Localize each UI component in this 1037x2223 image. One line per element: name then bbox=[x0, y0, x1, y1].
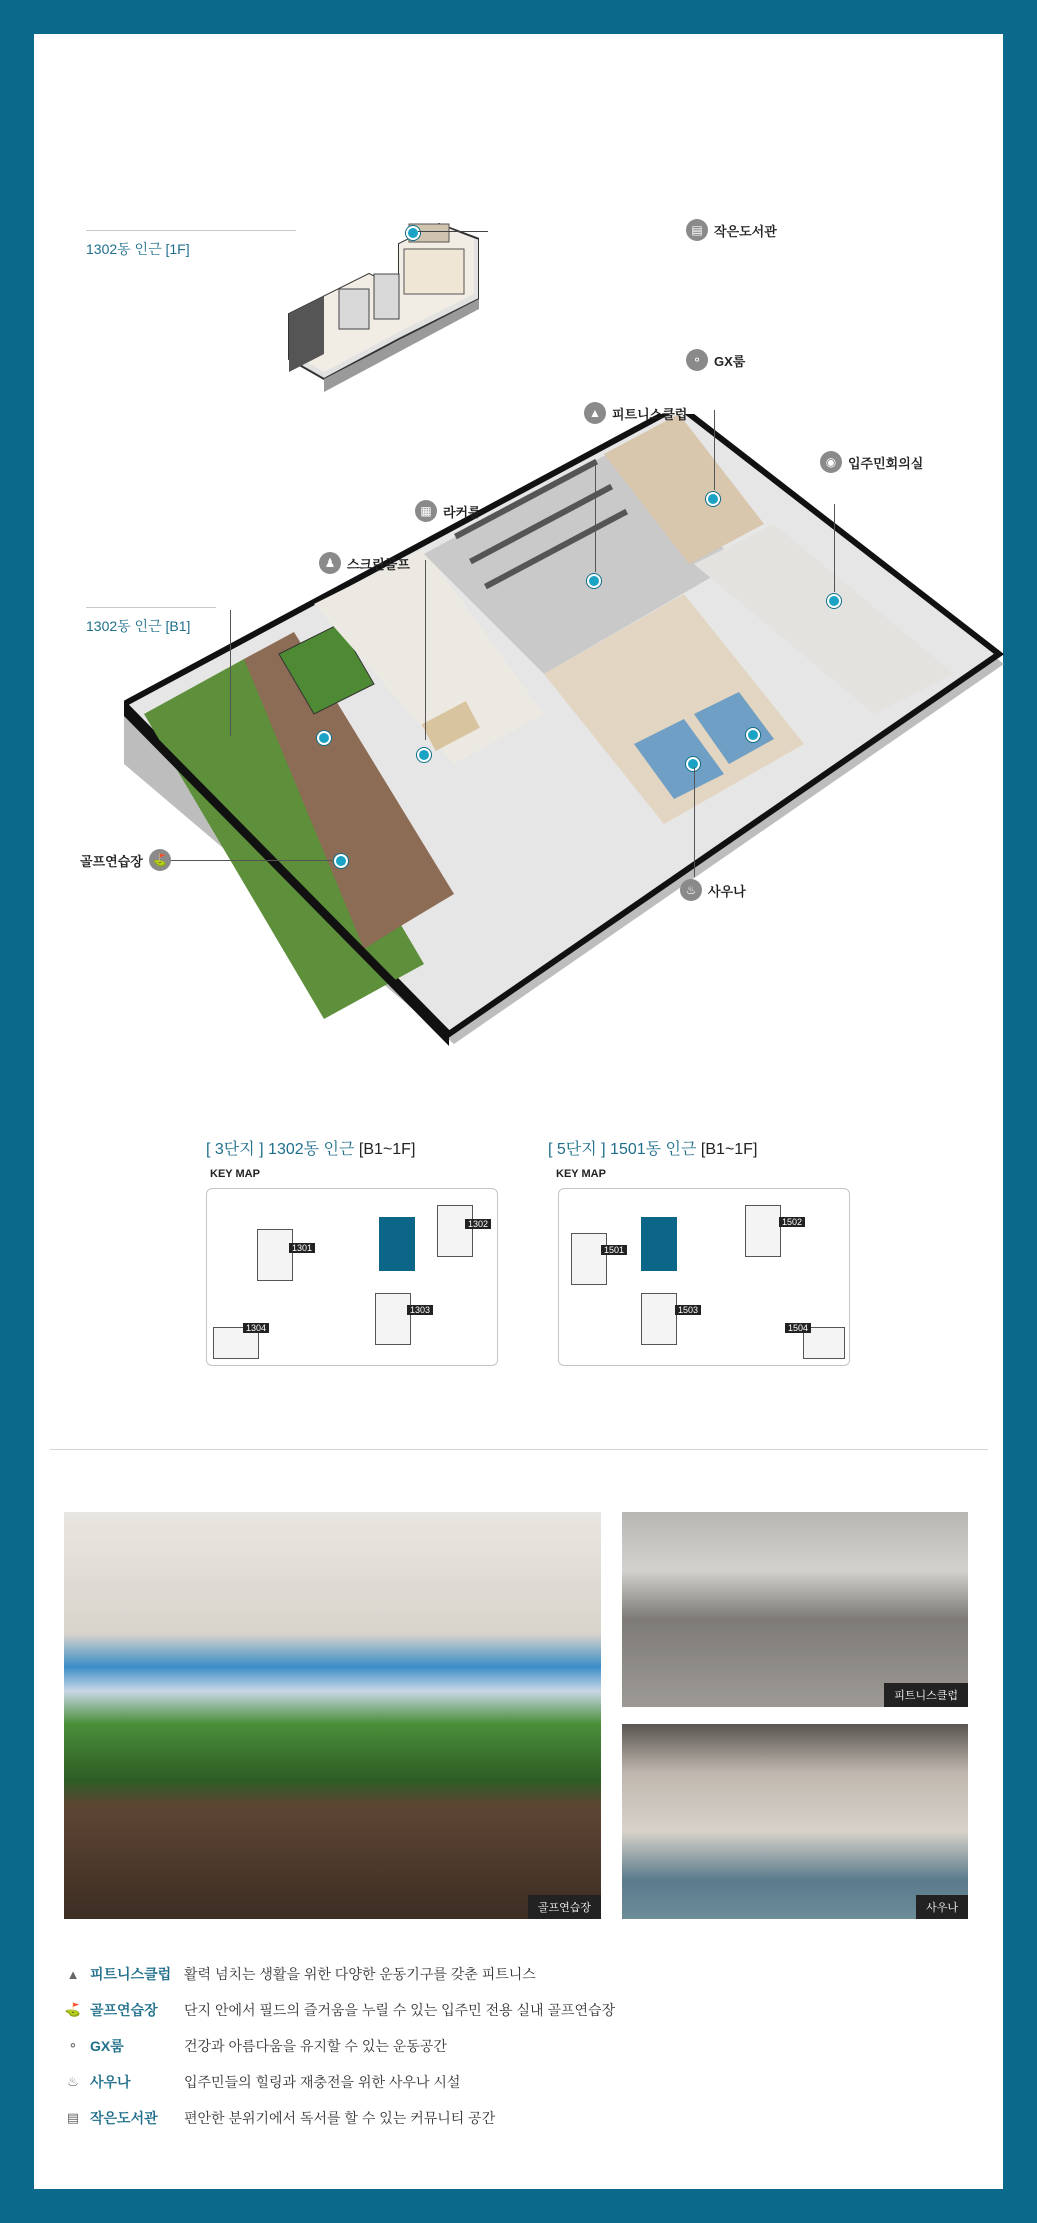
building-label: 1503 bbox=[675, 1305, 701, 1315]
fitness-photo bbox=[622, 1512, 968, 1707]
building-label: 1501 bbox=[601, 1245, 627, 1255]
legend-desc: 단지 안에서 필드의 즐거움을 누릴 수 있는 입주민 전용 실내 골프연습장 bbox=[184, 2002, 616, 2018]
screen-golf-icon: ♟ bbox=[319, 552, 341, 574]
keymap-title-1: [ 3단지 ] 1302동 인근 [B1~1F] bbox=[206, 1141, 416, 1158]
legend-row bbox=[64, 2036, 447, 2056]
building-shape bbox=[257, 1229, 293, 1281]
floor-label-1f-line bbox=[86, 230, 296, 231]
gx-leader bbox=[714, 410, 715, 490]
sauna-icon: ♨ bbox=[680, 879, 702, 901]
fitness-dot[interactable] bbox=[587, 574, 601, 588]
sauna-photo bbox=[622, 1724, 968, 1919]
sauna-photo-caption: 사우나 bbox=[916, 1895, 968, 1919]
legend-name: 골프연습장 bbox=[90, 2002, 158, 2018]
gx-icon: ⚬ bbox=[686, 349, 708, 371]
resident-dot[interactable] bbox=[827, 594, 841, 608]
legend-name: 작은도서관 bbox=[90, 2110, 158, 2126]
callout-gx[interactable]: ⚬ GX룸 bbox=[686, 349, 745, 371]
golf-icon: ⛳ bbox=[149, 849, 171, 871]
locker-dot[interactable] bbox=[417, 748, 431, 762]
legend-name: 피트니스클럽 bbox=[90, 1966, 172, 1982]
legend-desc: 입주민들의 힐링과 재충전을 위한 사우나 시설 bbox=[184, 2074, 461, 2090]
legend-row bbox=[64, 2072, 460, 2092]
building-label: 1302 bbox=[465, 1219, 491, 1229]
sauna-icon: ♨ bbox=[67, 2074, 79, 2089]
content-panel bbox=[34, 34, 1003, 2189]
gx-icon: ⚬ bbox=[67, 2038, 79, 2053]
floorplan-b1 bbox=[124, 414, 1004, 1074]
legend-desc: 편안한 분위기에서 독서를 할 수 있는 커뮤니티 공간 bbox=[184, 2110, 496, 2126]
fitness-icon: ▲ bbox=[584, 402, 606, 424]
legend-desc: 건강과 아름다움을 유지할 수 있는 운동공간 bbox=[184, 2038, 447, 2054]
library-icon: ▤ bbox=[686, 219, 708, 241]
library-leader-line bbox=[418, 231, 488, 232]
building-shape bbox=[745, 1205, 781, 1257]
building-label: 1304 bbox=[243, 1323, 269, 1333]
library-icon: ▤ bbox=[66, 2110, 80, 2125]
screen-golf-dot[interactable] bbox=[317, 731, 331, 745]
fitness-photo-caption: 피트니스클럽 bbox=[884, 1683, 968, 1707]
callout-resident[interactable]: ◉ 입주민회의실 bbox=[820, 451, 923, 473]
fitness-icon: ▲ bbox=[66, 1966, 80, 1982]
callout-library[interactable]: ▤ 작은도서관 bbox=[686, 219, 777, 241]
locker-leader bbox=[425, 560, 426, 740]
building-label: 1303 bbox=[407, 1305, 433, 1315]
fitness-leader bbox=[595, 462, 596, 572]
building-shape bbox=[437, 1205, 473, 1257]
sauna-dot-1[interactable] bbox=[686, 757, 700, 771]
legend-name: GX룸 bbox=[90, 2038, 124, 2054]
section-divider bbox=[50, 1449, 988, 1450]
golf-photo bbox=[64, 1512, 601, 1919]
legend-name: 사우나 bbox=[90, 2074, 131, 2090]
floor-label-b1: 1302동 인근 [B1] bbox=[86, 618, 191, 634]
golf-range-dot[interactable] bbox=[334, 854, 348, 868]
resident-icon: ◉ bbox=[820, 451, 842, 473]
floorplan-1f bbox=[269, 124, 479, 424]
building-shape bbox=[571, 1233, 607, 1285]
sauna-leader bbox=[694, 767, 695, 877]
golf-icon: ⛳ bbox=[64, 2002, 82, 2017]
golf-photo-caption: 골프연습장 bbox=[528, 1895, 601, 1919]
callout-screen-golf[interactable]: ♟ 스크린골프 bbox=[319, 552, 410, 574]
legend-row bbox=[64, 2108, 495, 2128]
keymap-sub-1: KEY MAP bbox=[210, 1168, 260, 1180]
building-shape bbox=[641, 1293, 677, 1345]
callout-locker[interactable]: ▦ 라커룸 bbox=[415, 500, 481, 522]
legend-row bbox=[64, 2000, 615, 2020]
keymap-box-1 bbox=[206, 1188, 498, 1366]
golf-range-leader bbox=[160, 860, 332, 861]
keymap-box-2 bbox=[558, 1188, 850, 1366]
building-shape bbox=[375, 1293, 411, 1345]
callout-fitness[interactable]: ▲ 피트니스클럽 bbox=[584, 402, 687, 424]
resident-leader bbox=[834, 504, 835, 592]
callout-sauna[interactable]: ♨ 사우나 bbox=[680, 879, 746, 901]
floor-label-1f: 1302동 인근 [1F] bbox=[86, 241, 190, 257]
screen-golf-leader bbox=[230, 610, 231, 736]
gx-dot[interactable] bbox=[706, 492, 720, 506]
sauna-dot-2[interactable] bbox=[746, 728, 760, 742]
keymap-title-2: [ 5단지 ] 1501동 인근 [B1~1F] bbox=[548, 1141, 758, 1158]
keymap-sub-2: KEY MAP bbox=[556, 1168, 606, 1180]
building-label: 1301 bbox=[289, 1243, 315, 1253]
callout-golf-range[interactable]: 골프연습장 ⛳ bbox=[80, 849, 171, 871]
locker-icon: ▦ bbox=[415, 500, 437, 522]
building-label: 1502 bbox=[779, 1217, 805, 1227]
library-dot[interactable] bbox=[406, 226, 420, 240]
target-building bbox=[641, 1217, 677, 1271]
building-label: 1504 bbox=[785, 1323, 811, 1333]
legend-row bbox=[64, 1964, 536, 1984]
target-building bbox=[379, 1217, 415, 1271]
legend-desc: 활력 넘치는 생활을 위한 다양한 운동기구를 갖춘 피트니스 bbox=[184, 1966, 536, 1982]
